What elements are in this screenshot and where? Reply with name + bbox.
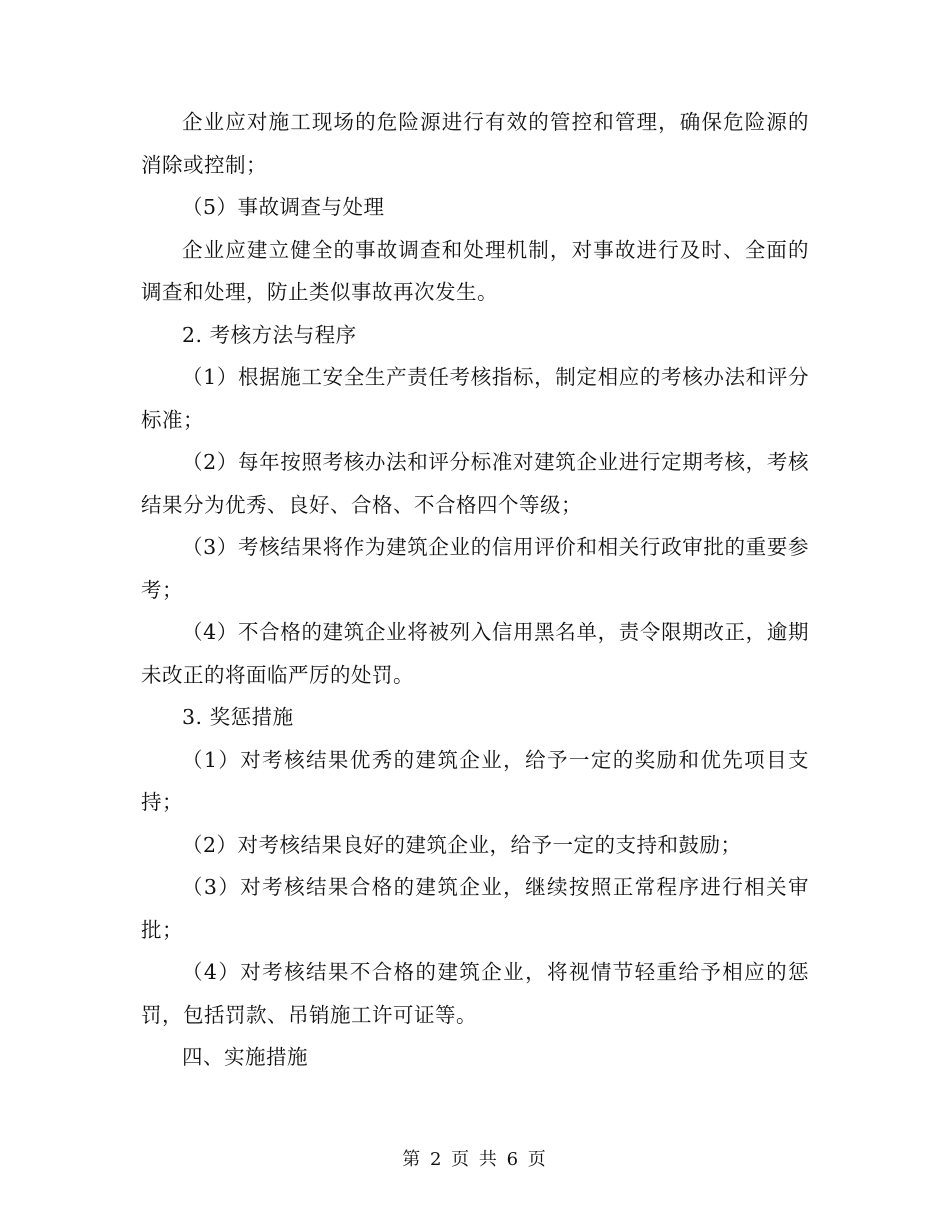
list-item-assessment-2: （2）每年按照考核办法和评分标准对建筑企业进行定期考核，考核结果分为优秀、良好、合格、不合格四个等级；: [141, 450, 809, 517]
heading-rewards-penalties: 3. 奖惩措施: [182, 705, 294, 729]
list-item-assessment-1: （1）根据施工安全生产责任考核指标，制定相应的考核办法和评分标准；: [141, 365, 809, 432]
document-body: [141, 101, 809, 1079]
list-item-reward-2: （2）对考核结果良好的建筑企业，给予一定的支持和鼓励；: [182, 832, 742, 857]
page-number-footer: 第 2 页 共 6 页: [402, 1149, 548, 1170]
list-item-assessment-3: （3）考核结果将作为建筑企业的信用评价和相关行政审批的重要参考；: [141, 535, 809, 602]
paragraph-accident-mechanism: 企业应建立健全的事故调查和处理机制，对事故进行及时、全面的调查和处理，防止类似事故再次发生。: [141, 237, 809, 304]
heading-accident-investigation: （5）事故调查与处理: [182, 195, 385, 219]
list-item-reward-3: （3）对考核结果合格的建筑企业，继续按照正常程序进行相关审批；: [141, 875, 809, 942]
paragraph-hazard-control: 企业应对施工现场的危险源进行有效的管控和管理，确保危险源的消除或控制；: [141, 110, 809, 177]
list-item-reward-1: （1）对考核结果优秀的建筑企业，给予一定的奖励和优先项目支持；: [141, 747, 809, 814]
heading-assessment-methods: 2. 考核方法与程序: [182, 322, 357, 347]
list-item-assessment-4: （4）不合格的建筑企业将被列入信用黑名单，责令限期改正，逾期未改正的将面临严厉的处罚。: [141, 620, 809, 687]
heading-implementation: 四、实施措施: [182, 1045, 308, 1069]
list-item-reward-4: （4）对考核结果不合格的建筑企业，将视情节轻重给予相应的惩罚，包括罚款、吊销施工许可证等。: [141, 960, 809, 1027]
